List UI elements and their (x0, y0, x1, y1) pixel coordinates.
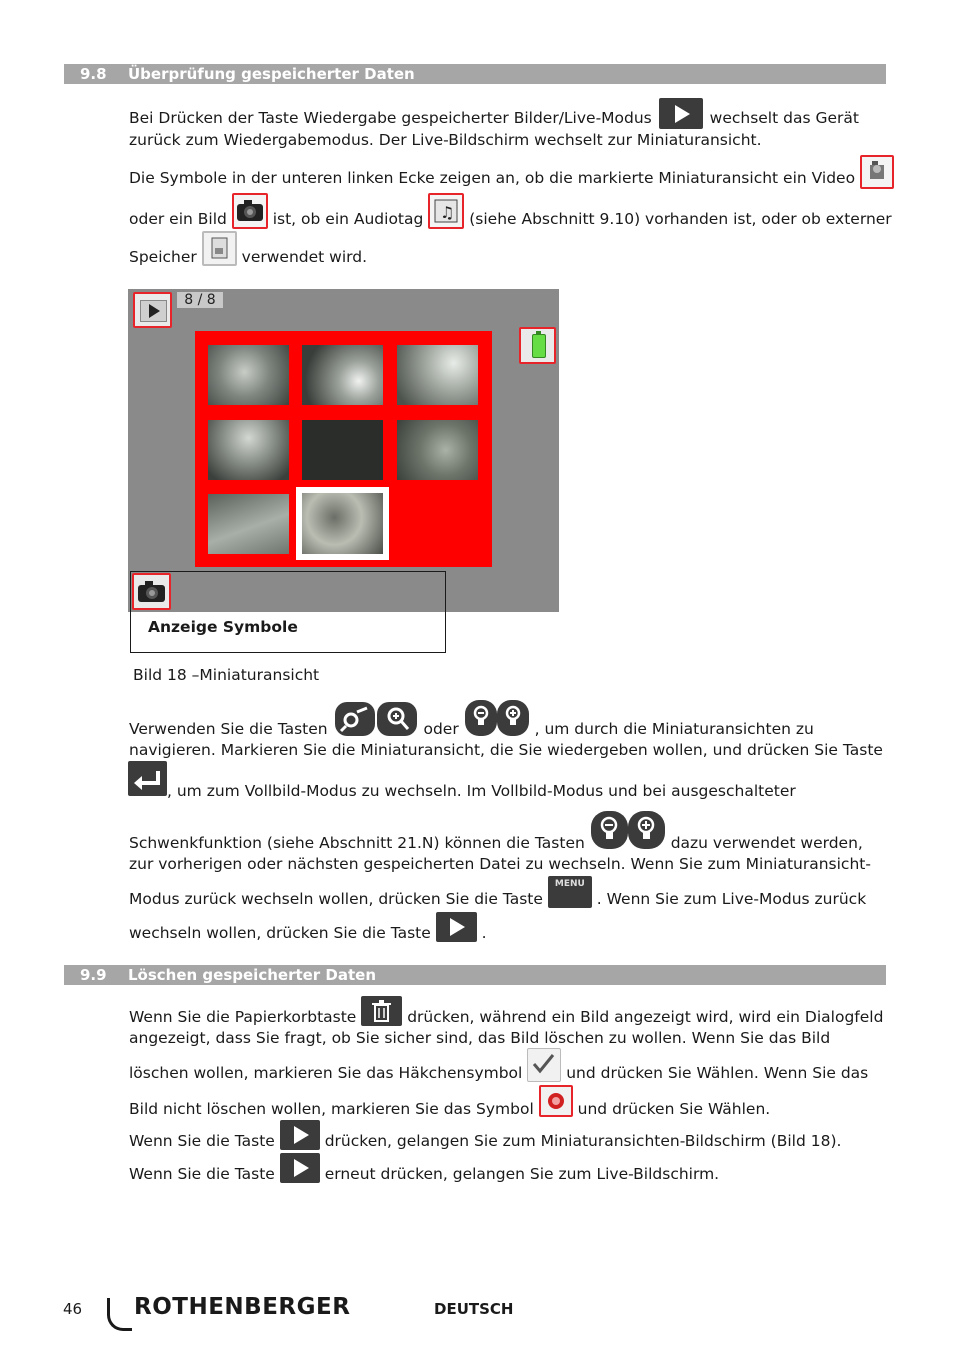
paragraph-symbols-line2: oder ein Bild ist, ob ein Audiotag ♫ (siehe Abschnitt 9.10) vorhanden ist, oder ob externer (129, 209, 892, 230)
legend-box (130, 571, 446, 653)
thumbnail-5[interactable] (302, 420, 383, 480)
enter-key-icon (128, 761, 167, 796)
footer-language: DEUTSCH (434, 1300, 514, 1318)
page-number: 46 (63, 1300, 83, 1318)
paragraph-navigation-line5: zur vorherigen oder nächsten gespeicherten Datei zu wechseln. Wenn Sie zum Miniaturansicht- (129, 855, 871, 873)
play-button-icon (436, 912, 477, 942)
paragraph-navigation-line2: navigieren. Markieren Sie die Miniaturansicht, die Sie wiedergeben wollen, und drücken Sie Taste (129, 741, 883, 759)
camera-icon (232, 193, 268, 229)
paragraph-delete: Wenn Sie die Papierkorbtaste drücken, während ein Bild angezeigt wird, wird ein Dialogfeld (129, 1007, 883, 1028)
paragraph-playback: Bei Drücken der Taste Wiedergabe gespeicherter Bilder/Live-Modus wechselt das Gerät (129, 108, 859, 129)
menu-key-icon: MENU (548, 876, 592, 908)
paragraph-delete-line2: angezeigt, dass Sie fragt, ob Sie sicher sind, das Bild löschen zu wollen. Wenn Sie das Bild (129, 1029, 831, 1047)
play-button-icon (659, 98, 703, 129)
play-mode-icon (133, 292, 172, 328)
file-counter: 8 / 8 (177, 292, 223, 308)
thumbnail-4[interactable] (208, 420, 289, 480)
paragraph-playback-line2: zurück zum Wiedergabemodus. Der Live-Bildschirm wechselt zur Miniaturansicht. (129, 131, 762, 149)
section-title: Überprüfung gespeicherter Daten (128, 65, 415, 83)
section-title: Löschen gespeicherter Daten (128, 966, 377, 984)
paragraph-navigation-line6: Modus zurück wechseln wollen, drücken Sie die Taste MENU . Wenn Sie zum Live-Modus zurück (129, 889, 866, 910)
play-button-icon (280, 1153, 320, 1183)
video-icon (860, 155, 894, 189)
external-storage-icon (202, 231, 237, 266)
cancel-icon (539, 1085, 573, 1117)
section-number: 9.8 (80, 65, 107, 83)
paragraph-delete-line5: Wenn Sie die Taste drücken, gelangen Sie zum Miniaturansichten-Bildschirm (Bild 18). (129, 1131, 841, 1152)
thumbnail-1[interactable] (208, 345, 289, 405)
paragraph-navigation-line7: wechseln wollen, drücken Sie die Taste . (129, 923, 487, 944)
play-button-icon (280, 1120, 320, 1150)
audio-tag-icon (428, 193, 464, 229)
paragraph-navigation-line3: , um zum Vollbild-Modus zu wechseln. Im Vollbild-Modus und bei ausgeschalteter (167, 782, 796, 800)
svg-text:♫: ♫ (440, 202, 455, 222)
paragraph-delete-line4: Bild nicht löschen wollen, markieren Sie das Symbol und drücken Sie Wählen. (129, 1099, 770, 1120)
battery-icon (519, 327, 556, 364)
paragraph-symbols-line3: Speicher verwendet wird. (129, 247, 367, 268)
section-number: 9.9 (80, 966, 107, 984)
paragraph-navigation: Verwenden Sie die Tasten oder , um durch die Miniaturansichten zu (129, 719, 814, 740)
zoom-out-zoom-in-keys-icon (333, 700, 419, 738)
checkmark-icon (527, 1048, 561, 1082)
brand-logo: ROTHENBERGER (134, 1294, 351, 1320)
thumbnail-3[interactable] (397, 345, 478, 405)
brand-logo-hook (107, 1298, 132, 1331)
thumbnail-grid[interactable] (195, 331, 492, 567)
paragraph-delete-line3: löschen wollen, markieren Sie das Häkchensymbol und drücken Sie Wählen. Wenn Sie das (129, 1063, 868, 1084)
section-header-9-8 (64, 64, 886, 84)
paragraph-delete-line6: Wenn Sie die Taste erneut drücken, gelangen Sie zum Live-Bildschirm. (129, 1164, 719, 1185)
paragraph-navigation-line4: Schwenkfunktion (siehe Abschnitt 21.N) können die Tasten dazu verwendet werden, (129, 833, 863, 854)
light-dim-bright-keys-icon (464, 698, 530, 738)
thumbnail-7[interactable] (208, 494, 289, 554)
thumbnail-2[interactable] (302, 345, 383, 405)
section-header-9-9 (64, 965, 886, 985)
legend-label: Anzeige Symbole (148, 618, 298, 636)
figure-caption: Bild 18 –Miniaturansicht (133, 666, 320, 684)
light-dim-bright-keys-icon (590, 809, 666, 851)
trash-icon (361, 996, 402, 1026)
paragraph-symbols: Die Symbole in der unteren linken Ecke zeigen an, ob die markierte Miniaturansicht ein Video (129, 168, 894, 189)
thumbnail-8-selected[interactable] (296, 487, 389, 560)
camera-icon (132, 573, 171, 610)
thumbnail-6[interactable] (397, 420, 478, 480)
